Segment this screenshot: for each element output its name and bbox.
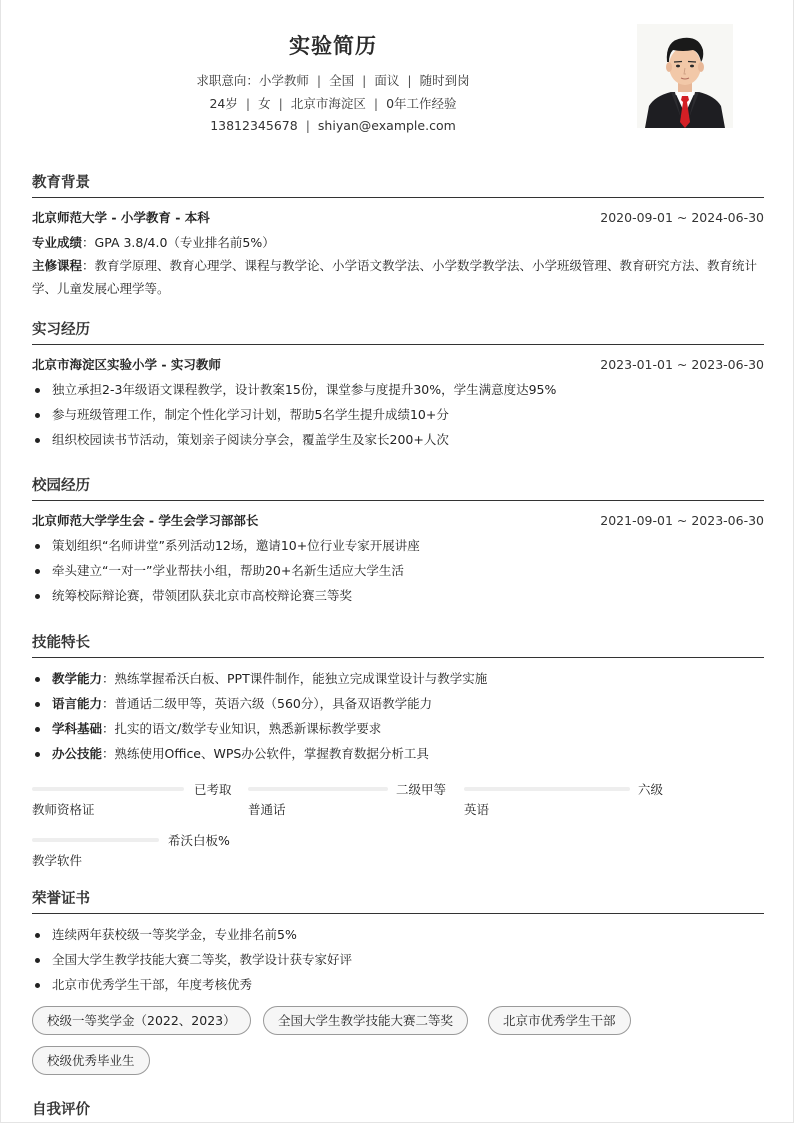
job-intent-line <box>1 71 665 89</box>
divider: | <box>373 96 379 111</box>
email: shiyan@example.com <box>317 118 456 133</box>
divider: | <box>278 96 283 111</box>
entry-date: 2023-01-01 ~ 2023-06-30 <box>600 357 764 372</box>
skill-level: 六级 <box>638 782 664 797</box>
campus-entry-header <box>32 513 764 529</box>
skill-text: ：扎实的语文/数学专业知识，熟悉新课标教学要求 <box>102 721 382 736</box>
skill-text: ：普通话二级甲等，英语六级（560分），具备双语教学能力 <box>102 696 433 711</box>
entry-title: 北京市海淀区实验小学 - 实习教师 <box>32 357 221 372</box>
skill-text: ：熟练使用Office、WPS办公软件，掌握教育数据分析工具 <box>102 746 429 761</box>
entry-date: 2021-09-01 ~ 2023-06-30 <box>600 513 764 528</box>
campus-bullets <box>32 533 764 608</box>
skill-label: 教学能力 <box>52 671 103 686</box>
age: 24岁 <box>209 96 238 111</box>
job-intent: 求职意向：小学教师 <box>196 73 309 88</box>
self-eval-section <box>32 1101 764 1123</box>
campus-section <box>32 477 764 608</box>
divider: | <box>305 118 310 133</box>
residence: 北京市海淀区 <box>290 96 366 111</box>
skill-label: 语言能力 <box>52 696 103 711</box>
phone: 13812345678 <box>210 118 298 133</box>
skill-level: 已考取 <box>194 782 232 797</box>
skill-bar <box>248 787 388 791</box>
skill-text: ：熟练掌握希沃白板、PPT课件制作，能独立完成课堂设计与教学实施 <box>102 671 488 686</box>
resume-name: 实验简历 <box>289 34 377 58</box>
contact-line <box>1 118 665 133</box>
skills-bullets <box>32 666 764 766</box>
salary-pref: 面议 <box>374 73 400 88</box>
skill-levels <box>32 780 764 870</box>
skill-level: 希沃白板% <box>168 833 230 848</box>
honors-section <box>32 890 764 997</box>
gpa-line <box>32 231 764 254</box>
skill-name: 普通话 <box>248 802 286 817</box>
skill-bar <box>32 838 159 842</box>
entry-date: 2020-09-01 ~ 2024-06-30 <box>600 210 764 225</box>
avatar-illustration-icon <box>637 24 733 128</box>
section-title: 自我评价 <box>32 1102 90 1118</box>
skill-label: 办公技能 <box>52 746 103 761</box>
gpa-value: ：GPA 3.8/4.0（专业排名前5%） <box>82 235 275 250</box>
list-item: 北京市优秀学生干部，年度考核优秀 <box>32 972 764 997</box>
divider: | <box>362 73 367 88</box>
entry-title: 北京师范大学学生会 - 学生会学习部部长 <box>32 513 259 528</box>
gpa-label: 专业成绩 <box>32 235 83 250</box>
education-entry-header <box>32 210 764 226</box>
entry-title: 北京师范大学 - 小学教育 - 本科 <box>32 210 210 225</box>
list-item: 策划组织“名师讲堂”系列活动12场，邀请10+位行业专家开展讲座 <box>32 533 764 558</box>
divider: | <box>407 73 412 88</box>
list-item <box>32 691 764 716</box>
section-title: 实习经历 <box>32 321 764 345</box>
section-title: 教育背景 <box>32 174 764 198</box>
gender: 女 <box>258 96 271 111</box>
courses-value: ：教育学原理、教育心理学、课程与教学论、小学语文教学法、小学数学教学法、小学班级管理、教育研究方法、教育统计学、儿童发展心理学等。 <box>32 258 758 296</box>
internship-entry-header <box>32 357 764 373</box>
list-item: 独立承担2-3年级语文课程教学，设计教案15份，课堂参与度提升30%，学生满意度达95% <box>32 377 764 402</box>
list-item: 参与班级管理工作，制定个性化学习计划，帮助5名学生提升成绩10+分 <box>32 402 764 427</box>
resume-header <box>1 0 794 150</box>
honor-tag: 校级优秀毕业生 <box>32 1046 150 1075</box>
section-title: 技能特长 <box>32 634 764 658</box>
experience-years: 0年工作经验 <box>386 96 457 111</box>
skill-level: 二级甲等 <box>396 782 447 797</box>
divider: | <box>316 73 322 88</box>
education-section <box>32 174 764 300</box>
section-title: 校园经历 <box>32 477 764 501</box>
avatar <box>637 24 733 128</box>
list-item <box>32 741 764 766</box>
availability: 随时到岗 <box>419 73 470 88</box>
list-item <box>32 716 764 741</box>
courses-line <box>32 254 764 300</box>
skill-name: 英语 <box>464 802 490 817</box>
skill-bar <box>464 787 630 791</box>
skill-label: 学科基础 <box>52 721 103 736</box>
honor-tag: 北京市优秀学生干部 <box>488 1006 631 1035</box>
courses-label: 主修课程 <box>32 258 83 273</box>
list-item: 连续两年获校级一等奖学金，专业排名前5% <box>32 922 764 947</box>
internship-bullets <box>32 377 764 452</box>
personal-info-line <box>1 94 665 112</box>
skill-bar <box>32 787 184 791</box>
honor-tag: 校级一等奖学金（2022、2023） <box>32 1006 251 1035</box>
skills-section <box>32 634 764 766</box>
honors-bullets <box>32 922 764 997</box>
list-item: 组织校园读书节活动，策划亲子阅读分享会，覆盖学生及家长200+人次 <box>32 427 764 452</box>
section-title: 荣誉证书 <box>32 890 764 914</box>
list-item: 牵头建立“一对一”学业帮扶小组，帮助20+名新生适应大学生活 <box>32 558 764 583</box>
divider: | <box>245 96 251 111</box>
list-item: 全国大学生教学技能大赛二等奖，教学设计获专家好评 <box>32 947 764 972</box>
skill-name: 教师资格证 <box>32 802 95 817</box>
location-pref: 全国 <box>329 73 355 88</box>
list-item <box>32 666 764 691</box>
skill-name: 教学软件 <box>32 853 83 868</box>
internship-section <box>32 321 764 452</box>
list-item: 统筹校际辩论赛，带领团队获北京市高校辩论赛三等奖 <box>32 583 764 608</box>
honor-tag: 全国大学生教学技能大赛二等奖 <box>263 1006 468 1035</box>
